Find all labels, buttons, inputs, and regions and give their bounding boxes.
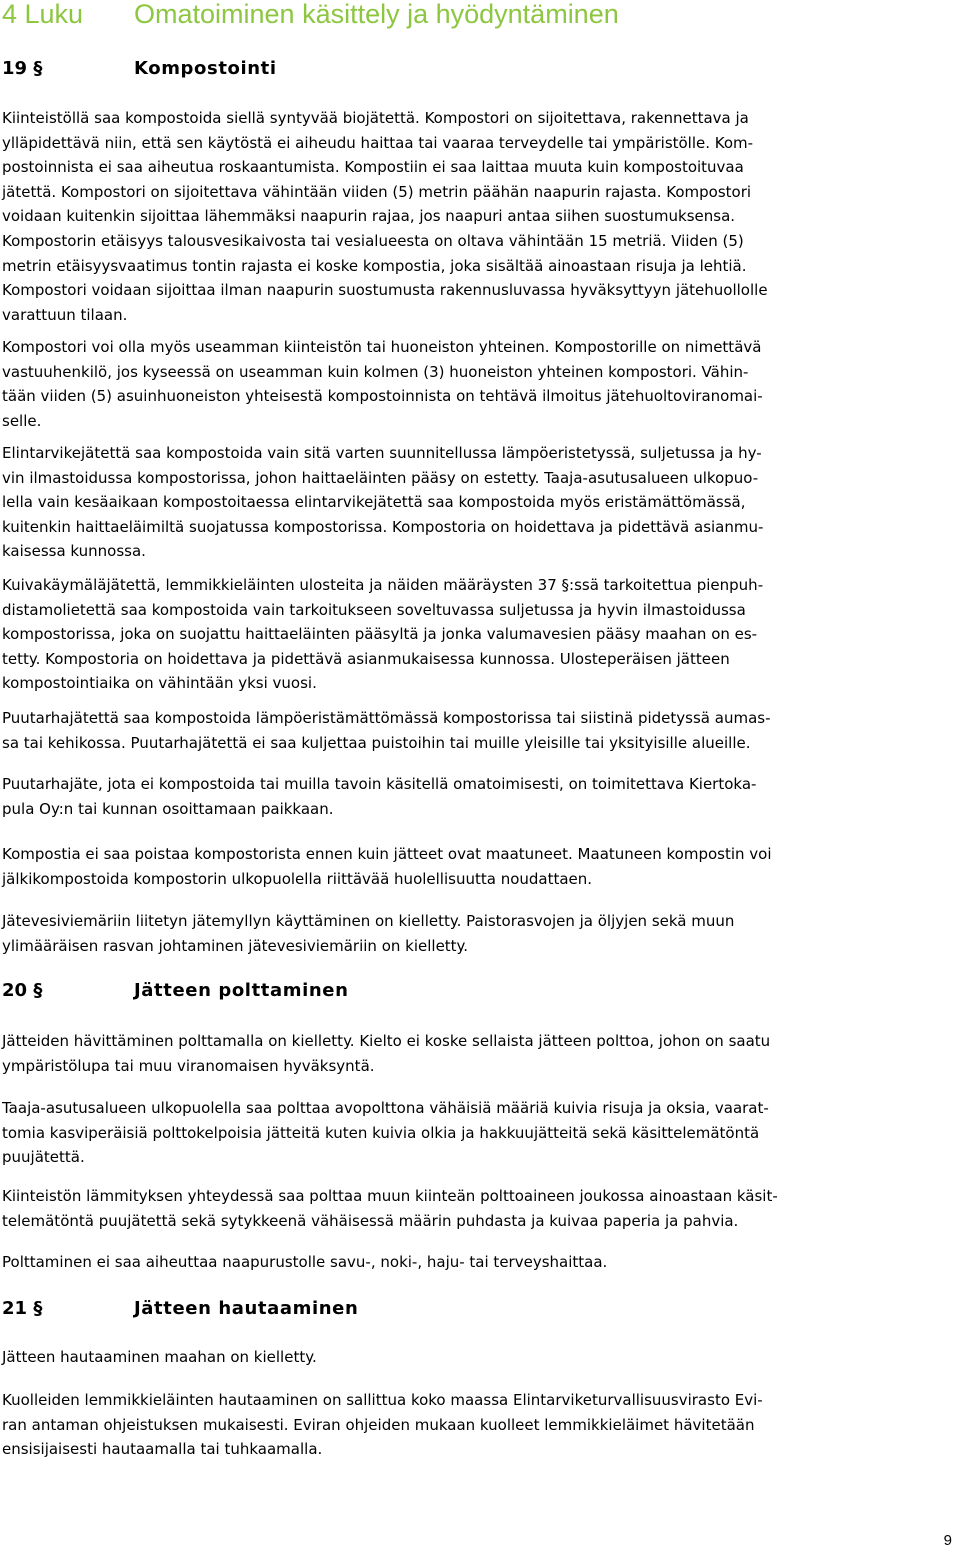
paragraph: Jätteen hautaaminen maahan on kielletty. <box>2 1348 317 1366</box>
paragraph: Puutarhajätettä saa kompostoida lämpöeristämättömässä kompostorissa tai siistinä pidetyssä aumas- sa tai kehikossa. Puutarhajätettä ei saa kuljettaa puistoihin tai muille yleisille tai yksityisille alueille. <box>2 709 771 752</box>
paragraph: Puutarhajäte, jota ei kompostoida tai muilla tavoin käsitellä omatoimisesti, on toimitettava Kiertoka- pula Oy:n tai kunnan osoittamaan paikkaan. <box>2 775 757 818</box>
section-heading-19 <box>2 57 277 81</box>
paragraph: Kompostia ei saa poistaa kompostorista ennen kuin jätteet ovat maatuneet. Maatuneen kompostin voi jälkikompostoida kompostorin ulkopuolella riittävää huolellisuutta noudattaen. <box>2 845 772 888</box>
paragraph: Kuivakäymäläjätettä, lemmikkieläinten ulosteita ja näiden määräysten 37 §:ssä tarkoitettua pienpuh- distamolietettä saa kompostoida vain tarkoitukseen soveltuvassa suljetussa ja hyvin ilmastoidussa kompostorissa, joka on suojattu haittaeläinten pääsyltä ja jonka valumavesien pääsy maahan on es- tetty. Kompostoria on hoidettava ja pidettävä asianmukaisessa kunnossa. Ulosteperäisen jätteen kompostointiaika on vähintään yksi vuosi. <box>2 576 764 693</box>
paragraph: Kompostori voi olla myös useamman kiinteistön tai huoneiston yhteinen. Kompostorille on nimettävä vastuuhenkilö, jos kyseessä on useamman kuin kolmen (3) huoneiston yhteinen kompostori. Vähin- tään viiden (5) asuinhuoneiston yhteisestä kompostoinnista on tehtävä ilmoitus jätehuoltoviranomai- selle. <box>2 338 763 430</box>
section-number: 21 § <box>2 1298 43 1319</box>
paragraph: Taaja-asutusalueen ulkopuolella saa polttaa avopolttona vähäisiä määriä kuivia risuja ja oksia, vaarat- tomia kasviperäisiä polttokelpoisia jätteitä kuten kuivia olkia ja hakkuujätteitä sekä käsittelemätöntä puujätettä. <box>2 1099 769 1167</box>
paragraph: Kuolleiden lemmikkieläinten hautaaminen on sallittua koko maassa Elintarviketurvallisuusvirasto Evi- ran antaman ohjeistuksen mukaisesti. Eviran ohjeiden mukaan kuolleet lemmikkieläimet hävitetään ensisijaisesti hautaamalla tai tuhkaamalla. <box>2 1391 763 1459</box>
paragraph: Elintarvikejätettä saa kompostoida vain sitä varten suunnitellussa lämpöeristetyssä, suljetussa ja hy- vin ilmastoidussa kompostorissa, johon haittaeläinten pääsy on estetty. Taaja-asutusalueen ulkopuo- lella vain kesäaikaan kompostoitaessa elintarvikejätettä saa kompostoida myös eristämättömässä, kuitenkin haittaeläimiltä suojatussa kompostorissa. Kompostoria on hoidettava ja pidettävä asianmu- kaisessa kunnossa. <box>2 444 764 561</box>
section-number: 20 § <box>2 980 43 1001</box>
paragraph: Kiinteistön lämmityksen yhteydessä saa polttaa muun kiinteän polttoaineen joukossa ainoastaan käsit- telemätöntä puujätettä sekä sytykkeenä vähäisessä määrin puhdasta ja kuivaa paperia ja pahvia. <box>2 1187 778 1230</box>
section-heading-21 <box>2 1297 358 1321</box>
paragraph: Kiinteistöllä saa kompostoida siellä syntyvää biojätettä. Kompostori on sijoitettava, rakennettava ja ylläpidettävä niin, että sen käytöstä ei aiheudu haittaa tai vaaraa terveydelle tai ympäristölle. Kom- postoinnista ei saa aiheutua roskaantumista. Kompostiin ei saa laittaa muuta kuin kompostoituvaa jätettä. Kompostori on sijoitettava vähintään viiden (5) metrin päähän naapurin rajasta. Kompostori voidaan kuitenkin sijoittaa lähemmäksi naapurin rajaa, jos naapuri antaa siihen suostumuksensa. Kompostorin etäisyys talousvesikaivosta tai vesialueesta on oltava vähintään 15 metriä. Viiden (5) metrin etäisyysvaatimus tontin rajasta ei koske kompostia, joka sisältää ainoastaan risuja ja lehtiä. Kompostori voidaan sijoittaa ilman naapurin suostumusta rakennusluvassa hyväksyttyyn jätehuollolle varattuun tilaan. <box>2 109 768 324</box>
paragraph: Jätteiden hävittäminen polttamalla on kielletty. Kielto ei koske sellaista jätteen polttoa, johon on saatu ympäristölupa tai muu viranomaisen hyväksyntä. <box>2 1032 771 1075</box>
paragraph: Jätevesiviemäriin liitetyn jätemyllyn käyttäminen on kielletty. Paistorasvojen ja öljyjen sekä muun ylimääräisen rasvan johtaminen jätevesiviemäriin on kielletty. <box>2 912 735 955</box>
section-title: Jätteen hautaaminen <box>134 1298 359 1319</box>
paragraph: Polttaminen ei saa aiheuttaa naapurustolle savu-, noki-, haju- tai terveyshaittaa. <box>2 1253 608 1271</box>
section-number: 19 § <box>2 58 43 79</box>
page-number: 9 <box>943 1532 952 1549</box>
section-title: Jätteen polttaminen <box>134 980 349 1001</box>
chapter-heading <box>2 0 619 32</box>
section-title: Kompostointi <box>134 58 277 79</box>
section-heading-20 <box>2 979 349 1003</box>
chapter-number: 4 Luku <box>2 0 84 29</box>
chapter-title: Omatoiminen käsittely ja hyödyntäminen <box>134 0 619 29</box>
